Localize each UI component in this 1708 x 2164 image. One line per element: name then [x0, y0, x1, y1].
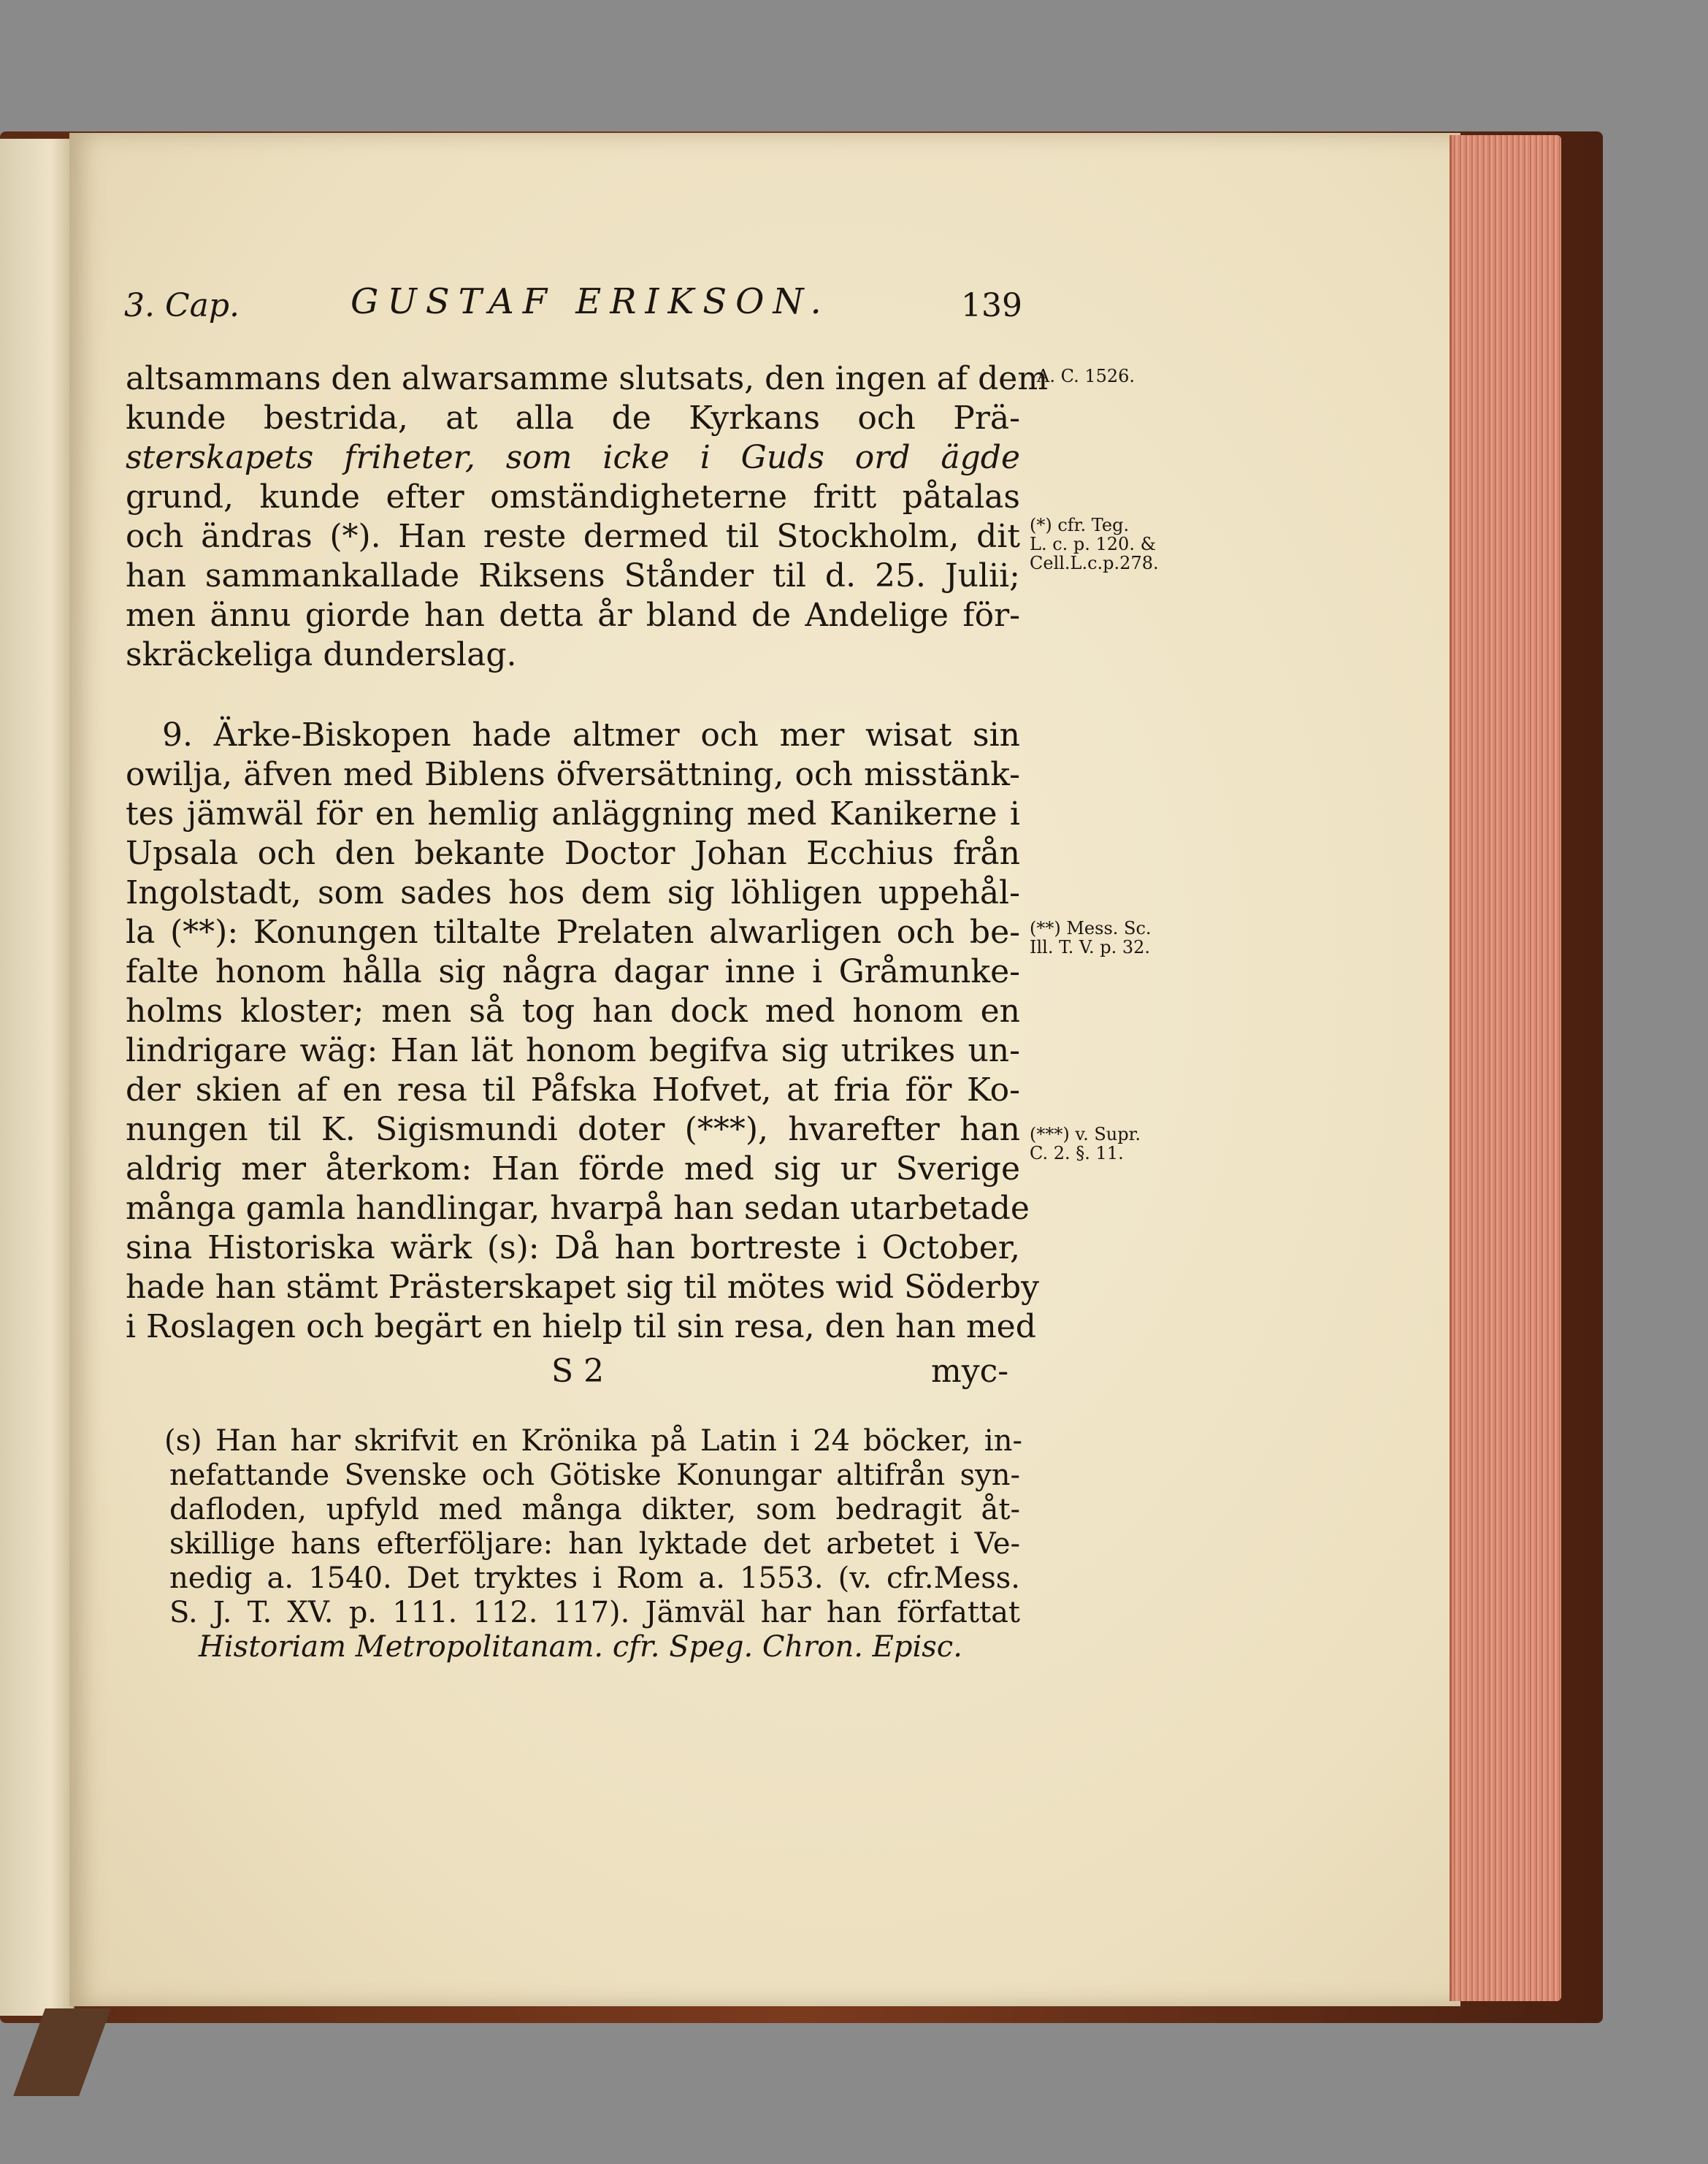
signature-mark: S 2: [551, 1353, 605, 1390]
body-line: i Roslagen och begärt en hielp til sin resa, den han med: [126, 1308, 1036, 1345]
margin-note: Ill. T. V. p. 32.: [1030, 937, 1151, 957]
previous-page-edge: [0, 139, 74, 2016]
body-line: Upsala och den bekante Doctor Johan Ecchius från: [126, 835, 1020, 872]
footnote-line: nefattande Svenske och Götiske Konungar altifrån syn-: [169, 1458, 1020, 1492]
footnote-line: S. J. T. XV. p. 111. 112. 117). Jämväl har han författat: [169, 1596, 1020, 1629]
body-line: Ingolstadt, som sades hos dem sig löhligen uppehål-: [126, 874, 1020, 911]
body-line: der skien af en resa til Påfska Hofvet, at fria för Ko-: [126, 1071, 1020, 1109]
margin-note: C. 2. §. 11.: [1030, 1143, 1124, 1163]
body-line: hade han stämt Prästerskapet sig til mötes wid Söderby: [126, 1269, 1039, 1306]
body-line: kunde bestrida, at alla de Kyrkans och Prä-: [126, 399, 1020, 437]
body-line: lindrigare wäg: Han lät honom begifva sig utrikes un-: [126, 1032, 1020, 1069]
footnote-line: Historiam Metropolitanam. cfr. Speg. Chron. Episc.: [199, 1630, 962, 1664]
footnote-line: skillige hans efterföljare: han lyktade det arbetet i Ve-: [169, 1527, 1020, 1561]
body-line: sterskapets friheter, som icke i Guds ord ägde: [126, 439, 1020, 476]
margin-note: Cell.L.c.p.278.: [1030, 553, 1159, 573]
body-line: altsammans den alwarsamme slutsats, den ingen af dem: [126, 360, 1049, 397]
body-line: owilja, äfven med Biblens öfversättning, och misstänk-: [126, 756, 1020, 793]
running-title: GUSTAF ERIKSON.: [351, 281, 830, 322]
margin-note: (**) Mess. Sc.: [1030, 918, 1152, 938]
chapter-label: 3. Cap.: [124, 287, 240, 324]
body-line: holms kloster; men så tog han dock med honom en: [126, 993, 1020, 1030]
body-line: la (**): Konungen tiltalte Prelaten alwarligen och be-: [126, 914, 1020, 951]
page-number: 139: [961, 287, 1022, 324]
margin-note: A. C. 1526.: [1037, 366, 1136, 386]
body-line: många gamla handlingar, hvarpå han sedan utarbetade: [126, 1190, 1030, 1227]
body-line: tes jämwäl för en hemlig anläggning med Kanikerne i: [126, 795, 1020, 833]
body-line: men ännu giorde han detta år bland de Andelige för-: [126, 597, 1020, 634]
footnote-line: nedig a. 1540. Det tryktes i Rom a. 1553. (v. cfr.Mess.: [169, 1561, 1020, 1595]
footnote-line: (s) Han har skrifvit en Krönika på Latin i 24 böcker, in-: [164, 1424, 1022, 1458]
body-line: han sammankallade Riksens Stånder til d. 25. Julii;: [126, 557, 1020, 594]
body-line: grund, kunde efter omständigheterne fritt påtalas: [126, 478, 1020, 516]
body-line: skräckeliga dunderslag.: [126, 636, 517, 673]
body-line: aldrig mer återkom: Han förde med sig ur Sverige: [126, 1150, 1020, 1188]
margin-note: (*) cfr. Teg.: [1030, 515, 1130, 535]
catchword: myc-: [931, 1353, 1009, 1390]
margin-note: (***) v. Supr.: [1030, 1124, 1141, 1144]
page-edges: [1449, 135, 1561, 2001]
body-line: sina Historiska wärk (s): Då han bortreste i October,: [126, 1229, 1020, 1266]
running-header: [124, 281, 1022, 332]
body-line: 9. Ärke-Biskopen hade altmer och mer wisat sin: [162, 716, 1020, 754]
body-line: falte honom hålla sig några dagar inne i Gråmunke-: [126, 953, 1020, 990]
footnote-line: dafloden, upfyld med många dikter, som bedragit åt-: [169, 1493, 1020, 1526]
body-line: och ändras (*). Han reste dermed til Stockholm, dit: [126, 518, 1020, 555]
body-line: nungen til K. Sigismundi doter (***), hvarefter han: [126, 1111, 1020, 1148]
margin-note: L. c. p. 120. &: [1030, 534, 1156, 554]
